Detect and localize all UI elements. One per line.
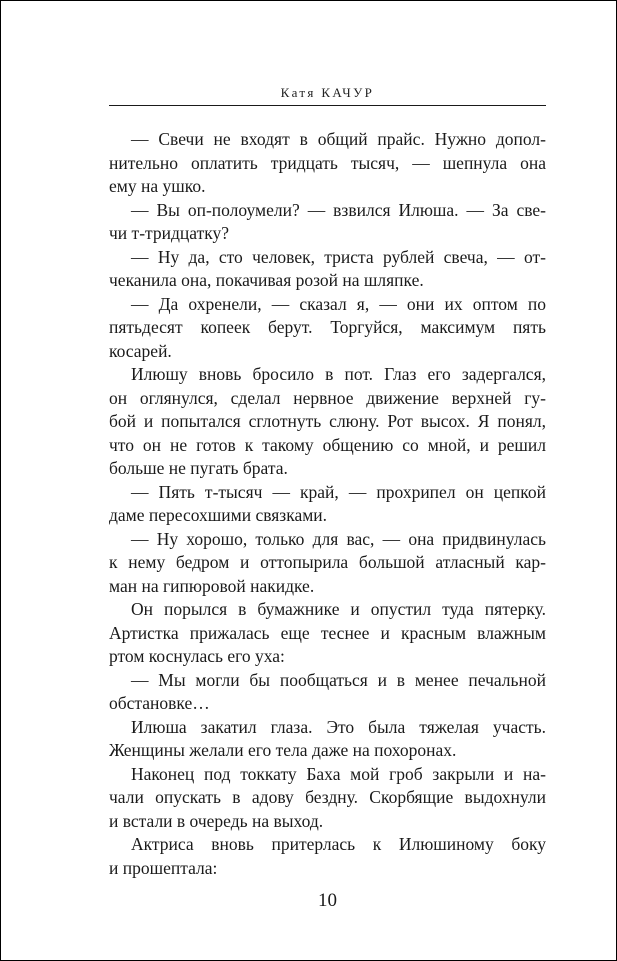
text-line: — Вы оп-полоумели? — взвился Илюша. — За све- — [131, 199, 546, 220]
text-line: ман на гипюровой накидке. — [109, 575, 315, 596]
text-line: — Ну да, сто человек, триста рублей свеча, — от- — [131, 246, 546, 267]
text-line: Женщины желали его тела даже на похоронах. — [109, 740, 457, 760]
text-line: Актриса вновь притерлась к Илюшиному боку — [131, 834, 546, 854]
text-line: — Ну хорошо, только для вас, — она придвинулась — [131, 528, 546, 549]
paragraph — [109, 128, 546, 199]
text-line: обстановке… — [109, 693, 210, 713]
text-line: больше не пугать брата. — [109, 458, 288, 478]
text-line: — Да охренели, — сказал я, — они их оптом по — [131, 293, 546, 314]
text-line: чеканила она, покачивая розой на шляпке. — [109, 270, 424, 290]
text-line: — Свечи не входят в общий прайс. Нужно допол- — [131, 129, 546, 149]
text-line: он оглянулся, сделал нервное движение верхней гу- — [109, 387, 546, 408]
text-line: Илюша закатил глаза. Это была тяжелая участь. — [131, 716, 546, 737]
paragraph — [109, 246, 546, 293]
paragraph — [109, 481, 546, 528]
text-line: — Мы могли бы пообщаться и в менее печальной — [131, 669, 546, 690]
text-line: к нему бедром и оттопырила большой атласный кар- — [109, 552, 546, 572]
paragraph — [109, 833, 546, 880]
text-line: чи т-тридцатку? — [109, 223, 229, 243]
text-line: и прошептала: — [109, 857, 218, 878]
text-line: чали опускать в адову бездну. Скорбящие выдохнули — [109, 787, 546, 807]
text-line: ему на ушко. — [109, 176, 206, 196]
paragraph — [109, 363, 546, 481]
body-text — [109, 128, 546, 880]
paragraph — [109, 598, 546, 669]
text-line: нительно оплатить тридцать тысяч, — шепнула она — [109, 152, 546, 173]
paragraph — [109, 293, 546, 364]
paragraph — [109, 528, 546, 599]
text-line: Он порылся в бумажнике и опустил туда пятерку. — [131, 599, 546, 619]
text-line: — Пять т-тысяч — край, — прохрипел он цепкой — [131, 481, 546, 502]
text-line: даме пересохшими связками. — [109, 505, 328, 525]
text-line: бой и попытался сглотнуть слюну. Рот высох. Я понял, — [109, 411, 546, 431]
running-header: Катя КАЧУР — [280, 85, 375, 100]
text-line: косарей. — [109, 340, 172, 361]
text-line: ртом коснулась его уха: — [109, 646, 285, 666]
paragraph — [109, 716, 546, 763]
paragraph — [109, 669, 546, 716]
text-line: пятьдесят копеек берут. Торгуйся, максимум пять — [109, 317, 546, 337]
text-line: Наконец под токкату Баха мой гроб закрыли и на- — [131, 763, 546, 784]
text-line: Илюшу вновь бросило в пот. Глаз его задергался, — [131, 364, 546, 384]
text-line: что он не готов к такому общению со мной, и решил — [109, 434, 546, 455]
text-line: и встали в очередь на выход. — [109, 810, 324, 831]
paragraph — [109, 199, 546, 246]
header-rule — [109, 105, 546, 106]
page-number: 10 — [318, 890, 337, 911]
text-line: Артистка прижалась еще теснее и красным влажным — [109, 622, 546, 643]
paragraph — [109, 763, 546, 834]
